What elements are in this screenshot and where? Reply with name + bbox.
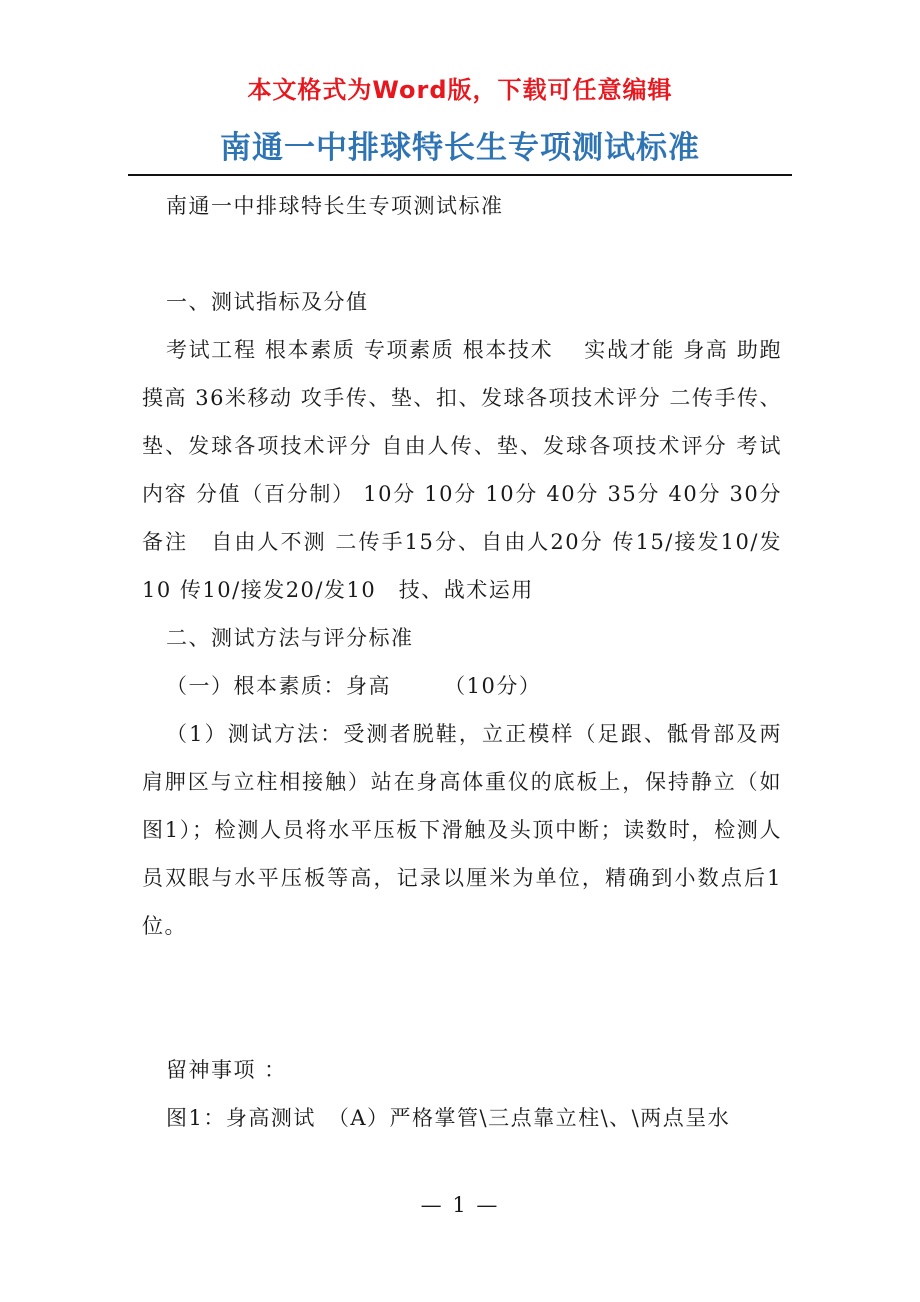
section1-heading: 一、测试指标及分值	[166, 290, 369, 314]
blank-line	[142, 230, 782, 278]
section2-heading: 二、测试方法与评分标准	[166, 626, 414, 650]
header-divider	[128, 174, 792, 176]
document-body	[142, 182, 805, 1142]
format-notice: 本文格式为Word版，下载可任意编辑	[247, 76, 673, 104]
document-title: 南通一中排球特长生专项测试标准	[220, 130, 700, 166]
item1-paragraph: （1）测试方法：受测者脱鞋，立正模样（足跟、骶骨部及两肩胛区与立柱相接触）站在身高体重仪的底板上，保持静立（如图1）；检测人员将水平压板下滑触及头顶中断；读数时，检测人员双眼与水平压板等高，记录以厘米为单位，精确到小数点后1位。	[142, 722, 782, 938]
figure-caption: 图1：身高测试 （A）严格掌管\三点靠立柱\、\两点呈水	[166, 1106, 731, 1130]
subsection1-heading: （一）根本素质：身高 （10分）	[166, 674, 542, 698]
section1-paragraph: 考试工程 根本素质 专项素质 根本技术 实战才能 身高 助跑摸高 36米移动 攻手传、垫、扣、发球各项技术评分 二传手传、垫、发球各项技术评分 自由人传、垫、发球各项技术评分 考试内容 分值（百分制） 10分 10分 10分 40分 35分 40分 30分 备注 自由人不测 二传手15分、自由人20分 传15/接发10/发10 传10/接发20/发10 技、战术运用	[142, 338, 805, 602]
blank-lines	[142, 950, 782, 1046]
page-number: — 1 —	[420, 1193, 500, 1217]
body-title: 南通一中排球特长生专项测试标准	[166, 194, 504, 218]
notes-label: 留神事项 ：	[166, 1058, 287, 1082]
